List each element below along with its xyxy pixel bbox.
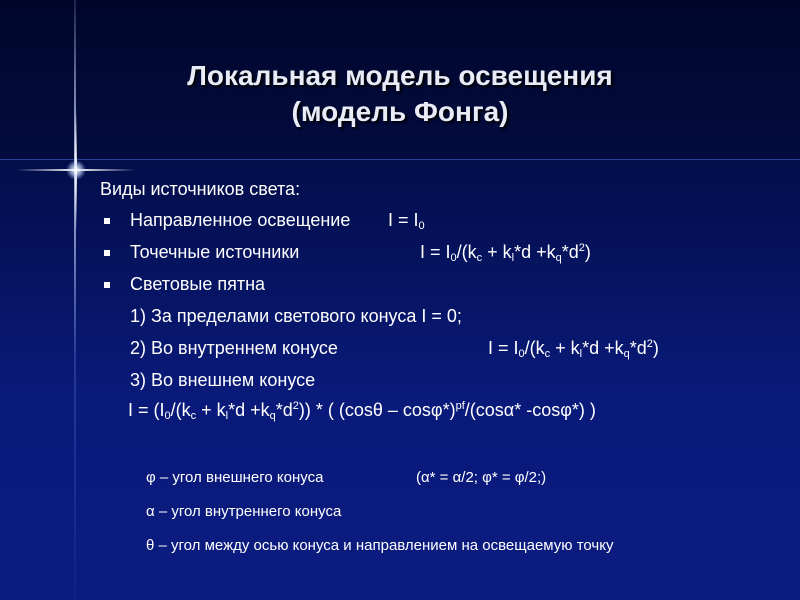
bullet-marker: [104, 218, 110, 224]
formula-inner-cone: $I = I_0/(k_c + k_l*d +k_q*d^2)$: [488, 338, 659, 360]
spot-case-3: 3) Во внешнем конусе: [130, 370, 316, 390]
note-theta-angle: θ – угол между осью конуса и направлением на освещаемую точку: [146, 537, 614, 554]
bullet-label-directional: Направленное освещение: [130, 210, 351, 230]
spot-case-2: 2) Во внутреннем конусе: [130, 338, 338, 358]
formula-point: $I = I_0/(k_c + k_l*d +k_q*d^2)$: [420, 242, 591, 264]
intro-text: Виды источников света:: [100, 179, 301, 199]
note-outer-angle: φ – угол внешнего конуса: [146, 469, 324, 486]
spot-case-1: 1) За пределами светового конуса I = 0;: [130, 306, 462, 326]
title-line-1: Локальная модель освещения: [187, 60, 613, 91]
note-inner-angle: α – угол внутреннего конуса: [146, 503, 342, 520]
formula-outer-cone: $I = (I_0/(k_c + k_l*d +k_q*d^2))$ * ( (cosθ – cosφ*)$^{pf}$/(cosα* -cosφ*) ): [128, 400, 596, 422]
bullet-marker: [104, 250, 110, 256]
note-half-angles: (α* = α/2; φ* = φ/2;): [416, 469, 547, 486]
formula-directional: $I = I_0$: [388, 210, 425, 232]
bullet-label-spot: Световые пятна: [130, 274, 266, 294]
bullet-marker: [104, 282, 110, 288]
bullet-label-point: Точечные источники: [130, 242, 300, 262]
title-line-2: (модель Фонга): [291, 96, 509, 127]
